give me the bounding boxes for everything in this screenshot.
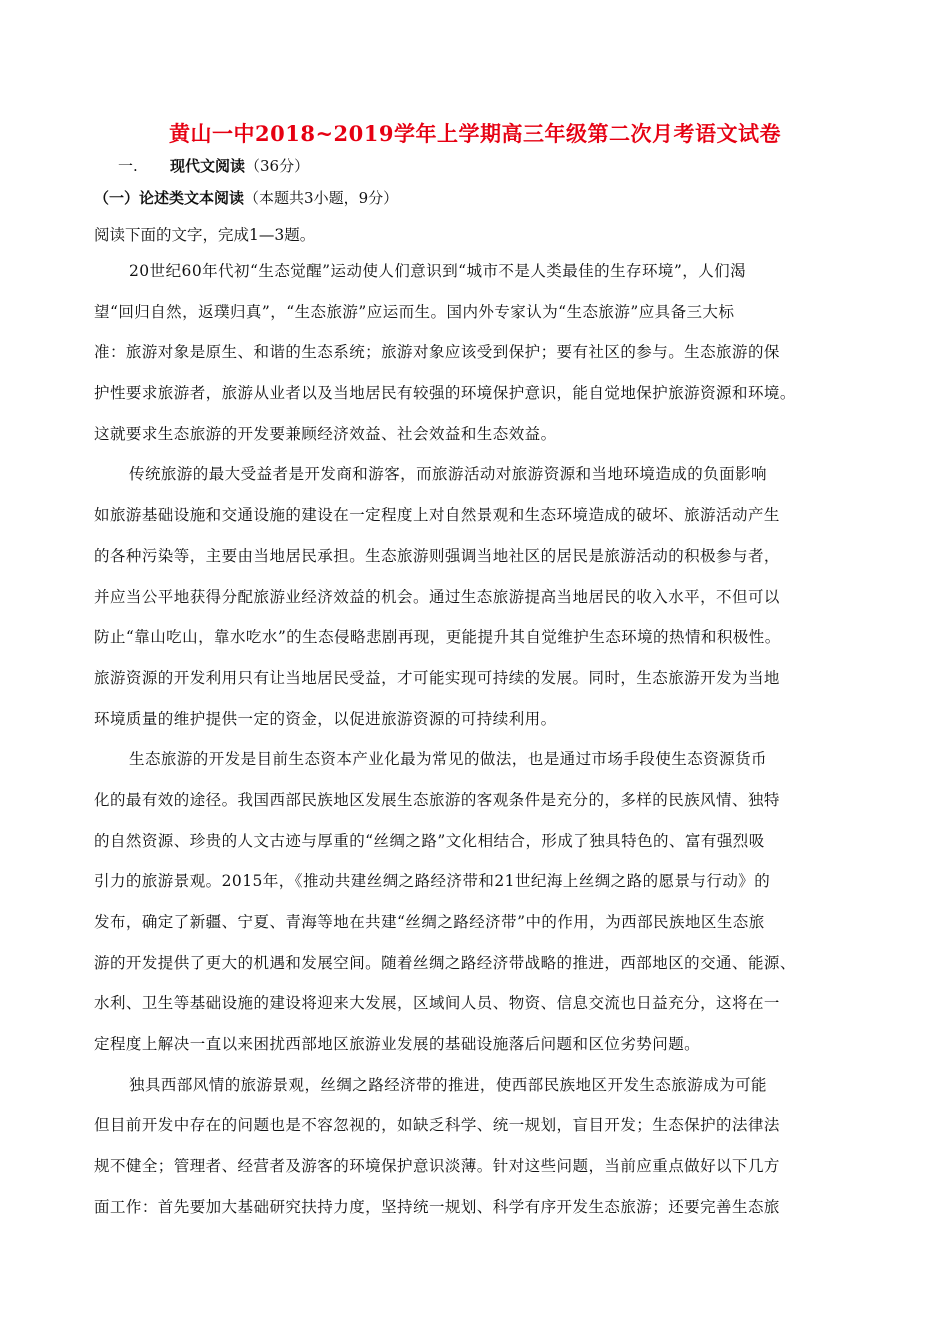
paragraph-line: 的各种污染等，主要由当地居民承担。生态旅游则强调当地社区的居民是旅游活动的积极参与者， bbox=[94, 546, 780, 565]
paragraph-line: 引力的旅游景观。2015年，《推动共建丝绸之路经济带和21世纪海上丝绸之路的愿景与行动》的 bbox=[94, 872, 771, 891]
paragraph-line: 旅游资源的开发利用只有让当地居民受益，才可能实现可持续的发展。同时，生态旅游开发为当地 bbox=[94, 668, 780, 687]
paragraph-line: 发布，确定了新疆、宁夏、青海等地在共建“丝绸之路经济带”中的作用，为西部民族地区生态旅 bbox=[94, 913, 765, 931]
paragraph-line: 的自然资源、珍贵的人文古迹与厚重的“丝绸之路”文化相结合，形成了独具特色的、富有强烈吸 bbox=[94, 831, 765, 850]
paragraph-line: 准：旅游对象是原生、和谐的生态系统；旅游对象应该受到保护；要有社区的参与。生态旅游的保 bbox=[94, 343, 780, 362]
section-name: 现代文阅读 bbox=[170, 157, 246, 175]
paragraph-line: 如旅游基础设施和交通设施的建设在一定程度上对自然景观和生态环境造成的破坏、旅游活动产生 bbox=[94, 506, 780, 525]
section-heading bbox=[118, 155, 309, 176]
subsection-name: 论述类文本阅读 bbox=[139, 189, 245, 207]
paragraph bbox=[94, 1072, 834, 1235]
exam-title: 黄山一中2018~2019学年上学期高三年级第二次月考语文试卷 bbox=[169, 121, 781, 146]
paragraph-line: 独具西部风情的旅游景观，丝绸之路经济带的推进，使西部民族地区开发生态旅游成为可能 bbox=[129, 1075, 768, 1094]
paragraph-line: 面工作：首先要加大基础研究扶持力度，坚持统一规划、科学有序开发生态旅游；还要完善生态旅 bbox=[94, 1197, 780, 1216]
paragraph-line: 望“回归自然，返璞归真”，“生态旅游”应运而生。国内外专家认为“生态旅游”应具备三大标 bbox=[94, 302, 735, 321]
paragraph-line: 20世纪60年代初“生态觉醒”运动使人们意识到“城市不是人类最佳的生存环境”，人们渴 bbox=[129, 262, 747, 280]
paragraph-line: 护性要求旅游者，旅游从业者以及当地居民有较强的环境保护意识，能自觉地保护旅游资源和环境。 bbox=[94, 384, 796, 403]
paragraph-line: 生态旅游的开发是目前生态资本产业化最为常见的做法，也是通过市场手段使生态资源货币 bbox=[129, 750, 768, 769]
paragraph bbox=[94, 461, 834, 746]
paragraph-line: 游的开发提供了更大的机遇和发展空间。随着丝绸之路经济带战略的推进，西部地区的交通、能源、 bbox=[94, 953, 796, 972]
paragraph-line: 化的最有效的途径。我国西部民族地区发展生态旅游的客观条件是充分的，多样的民族风情、独特 bbox=[94, 790, 780, 809]
paragraph-line: 这就要求生态旅游的开发要兼顾经济效益、社会效益和生态效益。 bbox=[94, 424, 557, 443]
paragraph-line: 传统旅游的最大受益者是开发商和游客，而旅游活动对旅游资源和当地环境造成的负面影响 bbox=[129, 465, 768, 484]
paragraph bbox=[94, 258, 834, 461]
paragraph-line: 规不健全；管理者、经营者及游客的环境保护意识淡薄。针对这些问题，当前应重点做好以下几方 bbox=[94, 1157, 780, 1176]
subsection-note: （本题共3小题，9分） bbox=[244, 189, 399, 207]
paragraph-line: 定程度上解决一直以来困扰西部地区旅游业发展的基础设施落后问题和区位劣势问题。 bbox=[94, 1035, 701, 1054]
subsection-heading bbox=[94, 187, 398, 208]
reading-passage bbox=[94, 258, 834, 1235]
paragraph-line: 防止“靠山吃山，靠水吃水”的生态侵略悲剧再现，更能提升其自觉维护生态环境的热情和积极性。 bbox=[94, 628, 781, 647]
paragraph-line: 水利、卫生等基础设施的建设将迎来大发展，区域间人员、物资、信息交流也日益充分，这将在一 bbox=[94, 994, 780, 1013]
paragraph-line: 并应当公平地获得分配旅游业经济效益的机会。通过生态旅游提高当地居民的收入水平，不但可以 bbox=[94, 587, 780, 606]
section-number: 一. bbox=[118, 157, 138, 175]
reading-instruction: 阅读下面的文字，完成1—3题。 bbox=[94, 226, 316, 244]
paragraph bbox=[94, 746, 834, 1072]
subsection-label: （一） bbox=[94, 189, 140, 207]
paragraph-line: 但目前开发中存在的问题也是不容忽视的，如缺乏科学、统一规划，盲目开发；生态保护的法律法 bbox=[94, 1116, 780, 1135]
paragraph-line: 环境质量的维护提供一定的资金，以促进旅游资源的可持续利用。 bbox=[94, 709, 557, 728]
section-score: （36分） bbox=[245, 157, 310, 175]
